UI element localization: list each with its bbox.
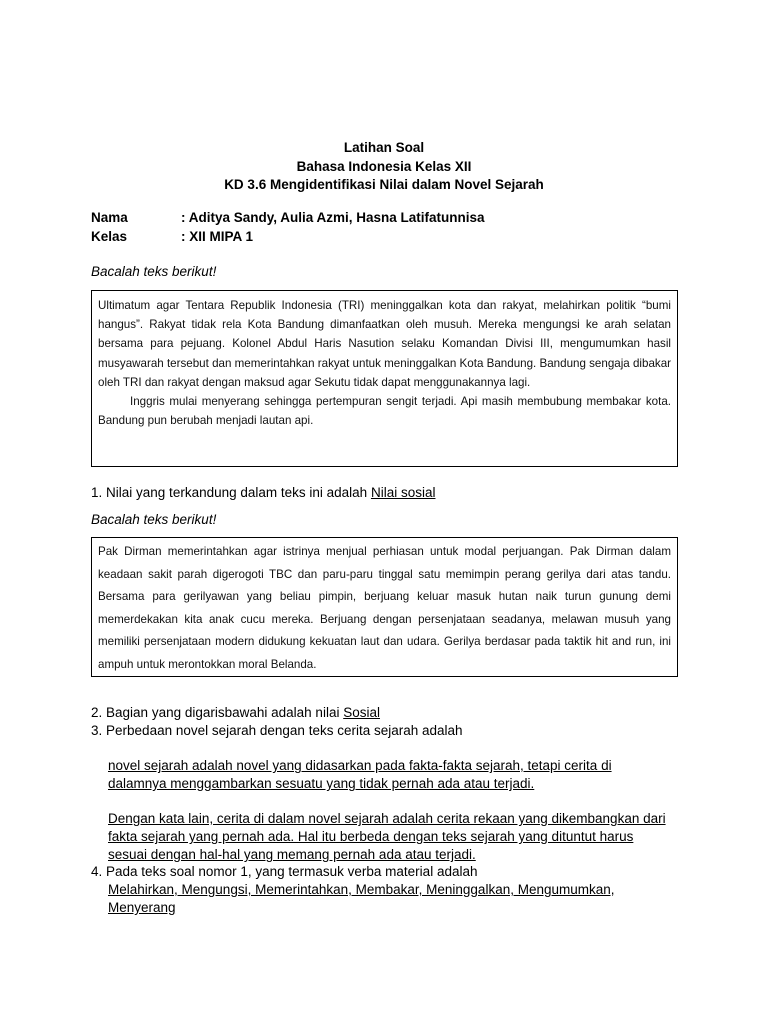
answer-line: Melahirkan, Mengungsi, Memerintahkan, Membakar, Meninggalkan, Mengumumkan, xyxy=(108,882,615,897)
class-label: Kelas xyxy=(91,229,128,244)
answer-line: sesuai dengan hal-hal yang memang pernah ada atau terjadi. xyxy=(108,847,476,862)
instruction-2: Bacalah teks berikut! xyxy=(91,512,217,527)
question-4-answer xyxy=(108,881,615,917)
question-2-text: Bagian yang digarisbawahi adalah nilai xyxy=(106,705,344,720)
name-value: : Aditya Sandy, Aulia Azmi, Hasna Latifatunnisa xyxy=(181,210,485,225)
text-1-paragraph-1: Ultimatum agar Tentara Republik Indonesia (TRI) meninggalkan kota dan rakyat, melahirkan politik “bumi hangus”. Rakyat tidak rela Kota Bandung dimanfaatkan oleh musuh. Mereka mengungsi ke arah selatan bersama para pejuang. Kolonel Abdul Haris Nasution selaku Komandan Divisi III, mengumumkan hasil musyawarah tersebut dan memerintahkan rakyat untuk meninggalkan Kota Bandung. Bandung sengaja dibakar oleh TRI dan rakyat dengan maksud agar Sekutu tidak dapat menggunakannya lagi. xyxy=(98,299,671,389)
document-title: Latihan Soal xyxy=(343,140,425,155)
question-1-number: 1. xyxy=(91,485,103,500)
instruction-1: Bacalah teks berikut! xyxy=(91,264,217,279)
question-1-text: Nilai yang terkandung dalam teks ini adalah xyxy=(106,485,371,500)
question-4-text: Pada teks soal nomor 1, yang termasuk verba material adalah xyxy=(106,864,478,879)
answer-line: novel sejarah adalah novel yang didasarkan pada fakta-fakta sejarah, tetapi cerita di xyxy=(108,758,612,773)
document-header xyxy=(0,139,768,195)
question-3-text: Perbedaan novel sejarah dengan teks cerita sejarah adalah xyxy=(106,723,463,738)
name-label: Nama xyxy=(91,210,128,225)
document-subtitle: Bahasa Indonesia Kelas XII xyxy=(296,158,472,174)
question-2 xyxy=(91,705,380,720)
question-1-answer: Nilai sosial xyxy=(370,485,436,500)
question-3-answer-part-2 xyxy=(108,810,666,864)
question-4-number: 4. xyxy=(91,864,103,879)
class-value: : XII MIPA 1 xyxy=(181,229,254,244)
text-2-paragraph: Pak Dirman memerintahkan agar istrinya menjual perhiasan untuk modal perjuangan. Pak Dirman dalam keadaan sakit parah digerogoti TBC dan paru-paru tinggal satu memimpin perang gerilya dari atas tandu. Bersama para gerilyawan yang beliau pimpin, berjuang keluar masuk hutan naik turun gunung demi memerdekakan kita anak cucu mereka. Berjuang dengan persenjataan seadanya, melawan musuh yang memiliki persenjataan modern didukung kekuatan laut dan udara. Gerilya berdasar pada taktik hit and run, ini ampuh untuk merontokkan moral Belanda. xyxy=(98,545,671,671)
document-kd: KD 3.6 Mengidentifikasi Nilai dalam Novel Sejarah xyxy=(224,177,544,192)
question-2-number: 2. xyxy=(91,705,103,720)
question-1 xyxy=(91,485,435,500)
question-3-answer-part-1 xyxy=(108,757,612,793)
answer-line: dalamnya menggambarkan sesuatu yang tidak pernah ada atau terjadi. xyxy=(108,776,535,791)
reading-text-box-1 xyxy=(91,290,678,467)
question-3-number: 3. xyxy=(91,723,103,738)
answer-line: fakta sejarah yang pernah ada. Hal itu berbeda dengan teks sejarah yang dituntut harus xyxy=(108,829,634,844)
reading-text-box-2 xyxy=(91,537,678,677)
question-3 xyxy=(91,723,463,738)
question-4 xyxy=(91,864,477,879)
text-1-paragraph-2: Inggris mulai menyerang sehingga pertempuran sengit terjadi. Api masih membubung membakar kota. Bandung pun berubah menjadi lautan api. xyxy=(98,395,671,428)
question-2-answer: Sosial xyxy=(343,705,380,720)
answer-line: Dengan kata lain, cerita di dalam novel sejarah adalah cerita rekaan yang dikembangkan dari xyxy=(108,811,666,826)
answer-line: Menyerang xyxy=(108,900,176,915)
